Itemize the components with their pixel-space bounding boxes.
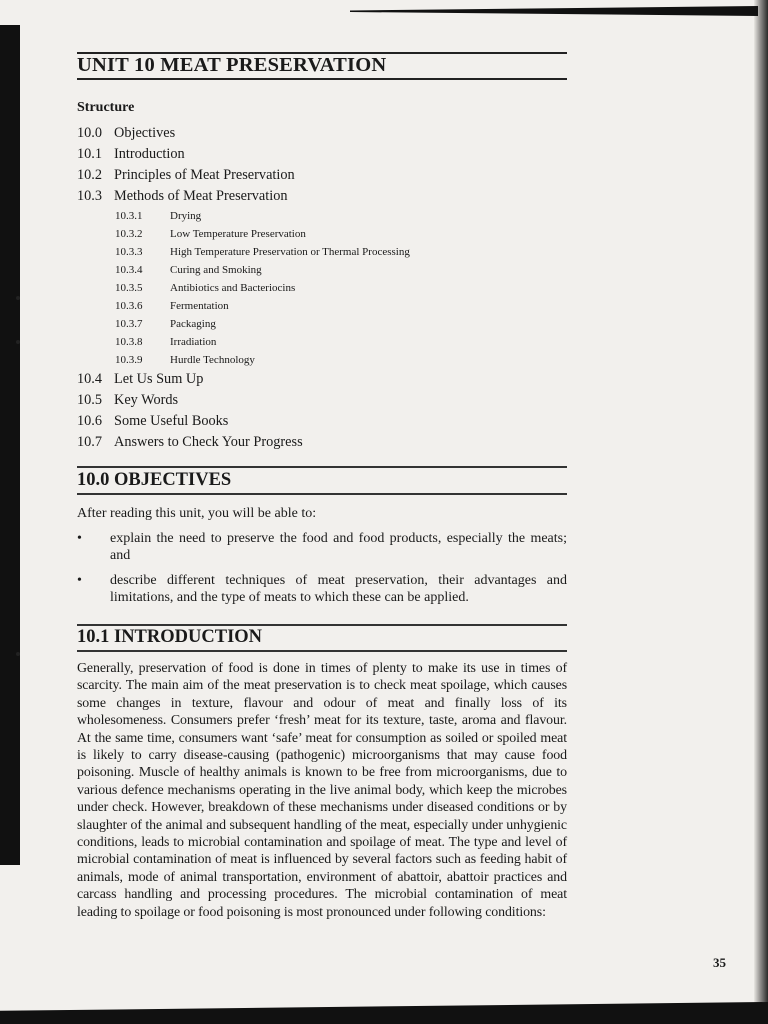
scan-speck [16, 340, 20, 344]
introduction-heading: 10.1 INTRODUCTION [77, 627, 263, 647]
toc-subitem-number: 10.3.8 [115, 336, 143, 348]
toc-item [77, 144, 567, 165]
toc-subitem-number: 10.3.9 [115, 354, 143, 366]
toc-subitem [77, 207, 567, 225]
toc-subitem-label: Fermentation [170, 300, 229, 312]
toc-item-number: 10.3 [77, 188, 103, 204]
toc-subitem-number: 10.3.5 [115, 282, 143, 294]
unit-title: UNIT 10 MEAT PRESERVATION [77, 54, 387, 76]
scan-speck [16, 296, 20, 300]
page-number: 35 [713, 955, 726, 970]
toc-subitem-label: Drying [170, 210, 202, 222]
toc-subitem-label: Low Temperature Preservation [170, 228, 306, 240]
introduction-paragraph: Generally, preservation of food is done in times of plenty to make its use in times of scarcity. The main aim of the meat preservation is to check meat spoilage, which causes some changes in texture, flavour and odour of meat and finally loss of its wholesomeness. Consumers prefer ‘fresh’ meat for its texture, taste, aroma and flavour. At the same time, consumers want ‘safe’ meat for consumption as soiled or spoiled meat is likely to carry disease-causing (pathogenic) microorganisms that may cause food poisoning. Muscle of healthy animals is known to be free from microorganisms, due to various defence mechanisms operating in the live animal body, which keep the microbes under check. However, breakdown of these mechanisms under diseased conditions or by slaughter of the animal and subsequent handling of the meat, especially under unhygienic conditions, leads to microbial contamination and spoilage of meat. The type and level of microbial contamination of meat is influenced by several factors such as feeding habit of animals, mode of animal transportation, environment of abattoir, abattoir practices and carcass handling and processing procedures. The microbial contamination of meat leading to spoilage or food poisoning is most pronounced under following conditions: [77, 661, 567, 920]
scan-edge-right [754, 0, 768, 1024]
toc-item-number: 10.5 [77, 392, 103, 408]
toc-subitem [77, 315, 567, 333]
toc-subitem [77, 333, 567, 351]
toc-item-label: Methods of Meat Preservation [114, 188, 288, 204]
introduction-rule-top [77, 624, 567, 626]
unit-rule-bottom [77, 78, 567, 80]
toc-item [77, 411, 567, 432]
table-of-contents [77, 123, 567, 453]
scan-edge-left [0, 25, 20, 865]
toc-subitem [77, 279, 567, 297]
toc-item-number: 10.6 [77, 413, 103, 429]
toc-item-number: 10.1 [77, 146, 103, 162]
toc-item [77, 432, 567, 453]
list-item-text: explain the need to preserve the food and food products, especially the meats; and [110, 531, 567, 563]
toc-subitem-label: Antibiotics and Bacteriocins [170, 282, 296, 294]
bullet-icon: • [77, 531, 82, 546]
toc-subitem-number: 10.3.4 [115, 264, 143, 276]
toc-item-label: Introduction [114, 146, 185, 162]
scan-speck [16, 652, 20, 656]
toc-item-number: 10.2 [77, 167, 103, 183]
toc-subitem [77, 243, 567, 261]
list-item [77, 572, 567, 606]
toc-item [77, 123, 567, 144]
toc-subitem-number: 10.3.2 [115, 228, 143, 240]
toc-subitem-number: 10.3.6 [115, 300, 143, 312]
toc-item-number: 10.4 [77, 371, 103, 387]
list-item [77, 530, 567, 564]
toc-subitem-number: 10.3.7 [115, 318, 143, 330]
toc-subitem-label: Irradiation [170, 336, 217, 348]
toc-subitem-label: Packaging [170, 318, 216, 330]
toc-subitem [77, 297, 567, 315]
toc-item-label: Principles of Meat Preservation [114, 167, 295, 183]
list-item-text: describe different techniques of meat preservation, their advantages and limitations, and the type of meats to which these can be applied. [110, 573, 567, 605]
toc-item [77, 186, 567, 207]
toc-item [77, 165, 567, 186]
toc-subitem-label: Hurdle Technology [170, 354, 255, 366]
toc-item-label: Some Useful Books [114, 413, 229, 429]
objectives-list [77, 530, 567, 614]
introduction-rule-bottom [77, 650, 567, 652]
scan-edge-top [350, 6, 758, 16]
toc-item [77, 369, 567, 390]
objectives-rule-top [77, 466, 567, 468]
scan-edge-bottom [0, 1002, 768, 1024]
structure-label: Structure [77, 100, 135, 115]
toc-item [77, 390, 567, 411]
toc-item-label: Answers to Check Your Progress [114, 434, 303, 450]
toc-subitem-number: 10.3.3 [115, 246, 143, 258]
toc-subitem [77, 225, 567, 243]
toc-subitem-label: Curing and Smoking [170, 264, 262, 276]
toc-item-number: 10.0 [77, 125, 103, 141]
objectives-heading: 10.0 OBJECTIVES [77, 470, 232, 490]
objectives-rule-bottom [77, 493, 567, 495]
bullet-icon: • [77, 573, 82, 588]
toc-subitem [77, 261, 567, 279]
toc-subitem [77, 351, 567, 369]
toc-item-number: 10.7 [77, 434, 103, 450]
toc-item-label: Objectives [114, 125, 176, 141]
objectives-intro: After reading this unit, you will be able to: [77, 506, 317, 521]
toc-subitem-number: 10.3.1 [115, 210, 143, 222]
toc-item-label: Let Us Sum Up [114, 371, 204, 387]
toc-item-label: Key Words [114, 392, 179, 408]
toc-subitem-label: High Temperature Preservation or Thermal Processing [170, 246, 410, 258]
